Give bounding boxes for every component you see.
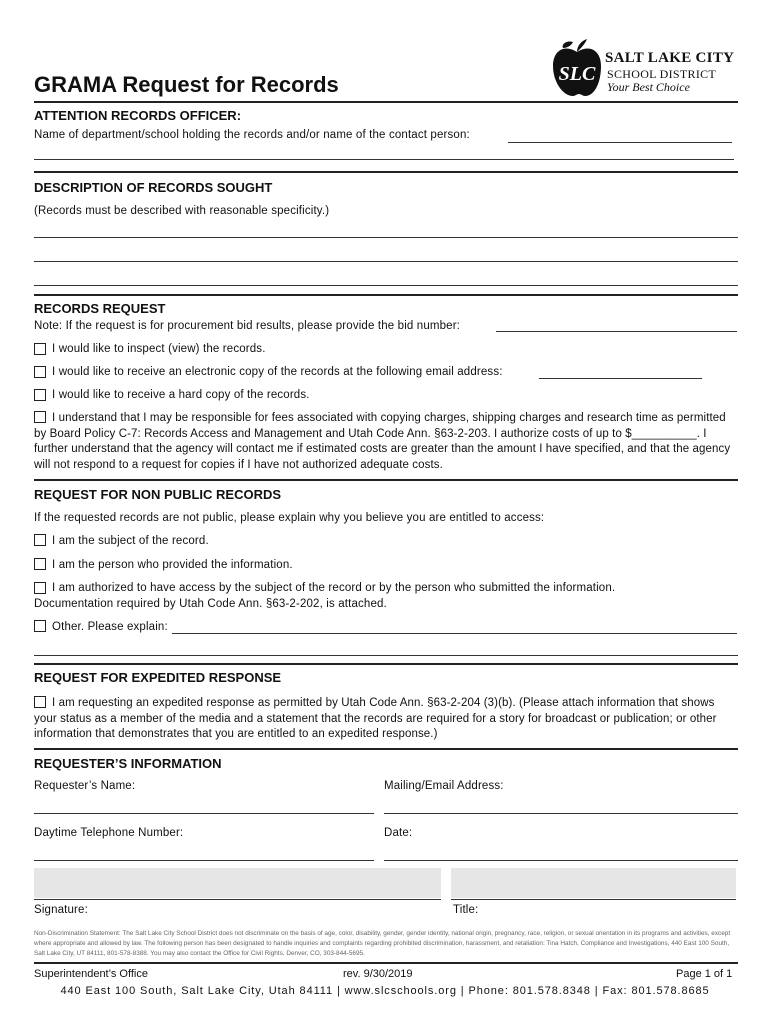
logo-tagline: Your Best Choice <box>607 80 690 94</box>
inspect-records-checkbox[interactable] <box>34 343 46 355</box>
subject-of-record-checkbox[interactable] <box>34 534 46 546</box>
logo-line-1: SALT LAKE CITY <box>605 50 735 66</box>
section-divider <box>34 748 738 750</box>
authorized-access-label: I am authorized to have access by the subject of the record or by the person who submitted the information. <box>52 582 616 594</box>
slc-apple-icon <box>551 38 603 98</box>
footer-revision: rev. 9/30/2019 <box>343 968 413 980</box>
non-public-heading: REQUEST FOR NON PUBLIC RECORDS <box>34 487 282 502</box>
description-field-line-2[interactable] <box>34 261 738 262</box>
mailing-address-label: Mailing/Email Address: <box>384 780 504 792</box>
authorized-access-documentation: Documentation required by Utah Code Ann. §63-2-202, is attached. <box>34 598 387 610</box>
signature-line <box>34 899 441 900</box>
email-address-field[interactable] <box>539 378 702 379</box>
footer-page-number: Page 1 of 1 <box>676 968 733 980</box>
contact-person-field[interactable] <box>508 142 732 143</box>
svg-text:SLC: SLC <box>558 63 596 85</box>
title-line <box>451 899 736 900</box>
information-provider-checkbox[interactable] <box>34 558 46 570</box>
contact-person-label: Name of department/school holding the records and/or name of the contact person: <box>34 129 470 141</box>
title-label: Title: <box>453 904 479 916</box>
signature-label: Signature: <box>34 904 88 916</box>
phone-field[interactable] <box>34 860 374 861</box>
description-field-line-3[interactable] <box>34 285 738 286</box>
signature-field[interactable] <box>34 868 441 898</box>
mailing-address-field[interactable] <box>384 813 738 814</box>
electronic-copy-checkbox[interactable] <box>34 366 46 378</box>
subject-of-record-label: I am the subject of the record. <box>52 535 209 547</box>
attention-heading: ATTENTION RECORDS OFFICER: <box>34 108 242 123</box>
section-divider <box>34 663 738 665</box>
footer-divider <box>34 962 738 964</box>
information-provider-label: I am the person who provided the information. <box>52 559 293 571</box>
hard-copy-label: I would like to receive a hard copy of the records. <box>52 389 310 401</box>
non-public-intro: If the requested records are not public, please explain why you believe you are entitled to access: <box>34 512 545 524</box>
page-title: GRAMA Request for Records <box>34 72 339 97</box>
other-reason-field[interactable] <box>172 633 737 634</box>
fees-acknowledgement-text: I understand that I may be responsible for fees associated with copying charges, shipping charges and research time as permitted by Board Policy C-7: Records Access and Management and Utah Code Ann. §63-2-203. I authorize costs of up to $__________. I further understand that the agency will contact me if estimated costs are greater than the amount I have specified, and that the agency will not respond to a request for copies if I have not authorized adequate costs. <box>34 412 731 471</box>
date-label: Date: <box>384 827 413 839</box>
expedited-response-text: I am requesting an expedited response as permitted by Utah Code Ann. §63-2-204 (3)(b). (Please attach information that shows your status as a member of the media and a statement that the records are required for a story for broadcast or publication; or other information that demonstrates that you are entitled to an expedited response.) <box>34 697 717 740</box>
other-reason-field-line-2[interactable] <box>34 655 738 656</box>
section-divider <box>34 294 738 296</box>
electronic-copy-label: I would like to receive an electronic copy of the records at the following email address: <box>52 366 503 378</box>
date-field[interactable] <box>384 860 738 861</box>
section-divider <box>34 171 738 173</box>
title-field[interactable] <box>451 868 736 898</box>
requester-heading: REQUESTER’S INFORMATION <box>34 756 222 771</box>
inspect-records-label: I would like to inspect (view) the records. <box>52 343 266 355</box>
hard-copy-checkbox[interactable] <box>34 389 46 401</box>
phone-label: Daytime Telephone Number: <box>34 827 184 839</box>
requester-name-field[interactable] <box>34 813 374 814</box>
authorized-access-checkbox[interactable] <box>34 582 46 594</box>
bid-number-field[interactable] <box>496 331 737 332</box>
non-discrimination-statement: Non-Discrimination Statement: The Salt Lake City School District does not discriminate on the basis of age, color, disability, gender, gender identity, national origin, pregnancy, race, religion, or sexual orientation in its programs and activities, except where appropriate and allowed by law. The following person has been designated to handle inquiries and complaints regarding prohibited discrimination, harassment, and retaliation: Tina Hatch, Compliance and Investigations, 440 East 100 South, Salt Lake City, UT 84111, 801-578-8388. You may also contact the Office for Civil Rights, Denver, CO, 303-844-5695. <box>34 930 731 957</box>
section-divider <box>34 479 738 481</box>
other-reason-checkbox[interactable] <box>34 620 46 632</box>
expedited-heading: REQUEST FOR EXPEDITED RESPONSE <box>34 670 282 685</box>
description-heading: DESCRIPTION OF RECORDS SOUGHT <box>34 180 273 195</box>
requester-name-label: Requester’s Name: <box>34 780 136 792</box>
footer-address: 440 East 100 South, Salt Lake City, Utah 84111 | www.slcschools.org | Phone: 801.578.8348 | Fax: 801.578.8685 <box>60 985 710 997</box>
district-logo <box>551 38 751 100</box>
records-request-heading: RECORDS REQUEST <box>34 301 166 316</box>
logo-line-2: SCHOOL DISTRICT <box>607 67 717 81</box>
bid-number-label: Note: If the request is for procurement bid results, please provide the bid number: <box>34 320 461 332</box>
description-note: (Records must be described with reasonable specificity.) <box>34 205 330 217</box>
footer-office: Superintendent’s Office <box>34 968 148 980</box>
description-field-line-1[interactable] <box>34 237 738 238</box>
section-divider <box>34 101 738 103</box>
contact-person-field-line-2[interactable] <box>34 159 734 160</box>
other-reason-label: Other. Please explain: <box>52 621 168 633</box>
